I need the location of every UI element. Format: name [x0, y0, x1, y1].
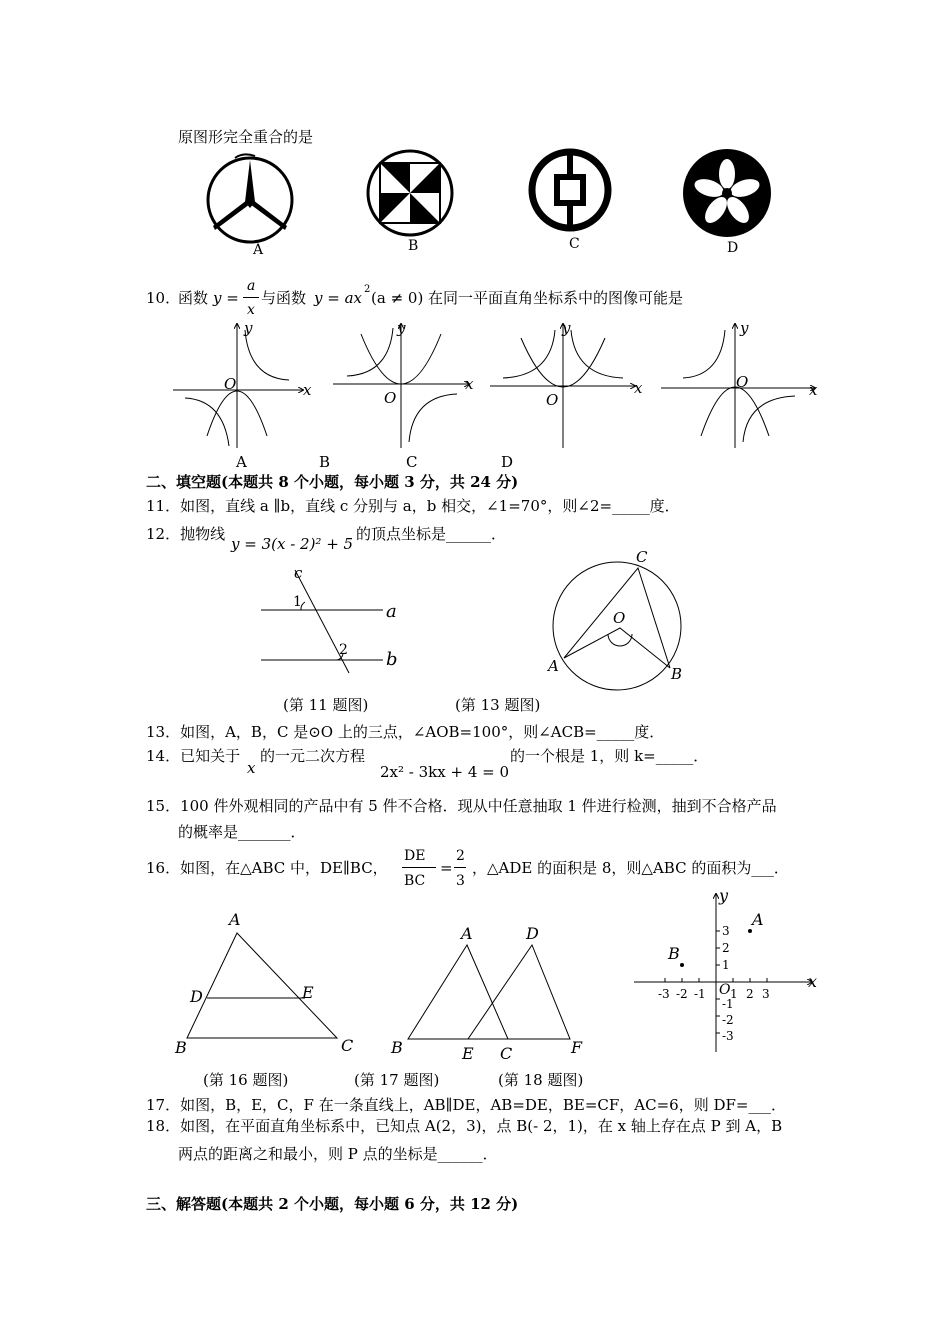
q12-formula: y = 3(x - 2)² + 5 — [231, 535, 354, 553]
q10b-x-label: x — [465, 375, 474, 393]
q12-pre: 12．抛物线 — [146, 525, 226, 543]
q13-text: 13．如图，A，B，C 是⊙O 上的三点，∠AOB=100°，则∠ACB=_____度． — [146, 723, 665, 741]
fig17-caption: (第 17 题图) — [354, 1071, 440, 1089]
fig18-xtick-3: 3 — [762, 987, 770, 1001]
q10b-y-label: y — [397, 319, 406, 337]
q15-line1: 15．100 件外观相同的产品中有 5 件不合格．现从中任意抽取 1 件进行检测，抽到不合格产品 — [146, 797, 777, 815]
fig18-x-label: x — [808, 972, 818, 991]
q10-graphs — [165, 318, 825, 450]
q14-x: x — [247, 759, 256, 777]
q10a-y-label: y — [244, 319, 253, 337]
q15-line2: 的概率是_______． — [178, 823, 306, 841]
q10-pre: 函数 — [178, 289, 209, 307]
q12-post: 的顶点坐标是______． — [356, 525, 507, 543]
fig18-ytick-neg1: -1 — [722, 997, 734, 1011]
q9-figures — [195, 148, 775, 260]
fig18-xtick-neg1: -1 — [694, 987, 706, 1001]
q16-frac-bar — [402, 867, 436, 868]
q10-cond: (a ≠ 0) — [371, 289, 424, 307]
fig18-point-a-label: A — [752, 910, 764, 929]
fig16-diagram — [185, 930, 345, 1042]
q9-option-a-figure — [208, 154, 292, 242]
q10b-origin-label: O — [384, 389, 397, 407]
q10-sup: 2 — [364, 284, 371, 295]
q10-label-d: D — [501, 453, 514, 471]
q11-text: 11．如图，直线 a ∥b，直线 c 分别与 a，b 相交，∠1=70°，则∠2=_____度． — [146, 497, 680, 515]
fig18-xtick-1: 1 — [730, 987, 738, 1001]
q10-label-c: C — [406, 453, 418, 471]
q17-text: 17．如图，B，E，C，F 在一条直线上，AB∥DE，AB=DE，BE=CF，AC=6，则 DF=___． — [146, 1096, 786, 1114]
q10-mid: 与函数 — [261, 289, 307, 307]
q10d-x-label: x — [809, 381, 818, 399]
q18-line2: 两点的距离之和最小，则 P 点的坐标是______． — [178, 1145, 498, 1163]
fig18-xtick-neg2: -2 — [676, 987, 688, 1001]
fig18-ytick-neg2: -2 — [722, 1013, 734, 1027]
fig11-angle-1: 1 — [293, 594, 302, 610]
q10c-x-label: x — [634, 379, 643, 397]
fig17-diagram — [405, 942, 575, 1042]
q14-pre: 14．已知关于 — [146, 747, 241, 765]
q16-pre: 16．如图，在△ABC 中，DE∥BC， — [146, 859, 388, 877]
q10c-y-label: y — [562, 319, 571, 337]
fig18-caption: (第 18 题图) — [498, 1071, 584, 1089]
fig11-label-b: b — [386, 649, 398, 670]
fig16-label-e: E — [302, 983, 314, 1002]
fig17-label-a: A — [461, 924, 473, 943]
fig17-label-c: C — [500, 1044, 513, 1063]
q16-ratio-bar — [454, 867, 466, 868]
fig16-caption: (第 16 题图) — [203, 1071, 289, 1089]
fig13-label-b: B — [671, 665, 683, 683]
fig16-label-b: B — [175, 1038, 187, 1057]
fig18-ytick-3: 3 — [722, 924, 730, 938]
q9-option-c-figure — [532, 152, 608, 228]
q16-post: ，△ADE 的面积是 8，则△ABC 的面积为___． — [472, 859, 789, 877]
q10-post: 在同一平面直角坐标系中的图像可能是 — [428, 289, 684, 307]
fig18-xtick-2: 2 — [746, 987, 754, 1001]
fig17-label-b: B — [391, 1038, 403, 1057]
q9-tail-text: 原图形完全重合的是 — [178, 128, 314, 146]
fig18-ytick-1: 1 — [722, 958, 730, 972]
fig16-label-a: A — [229, 910, 241, 929]
fig11-label-c: c — [294, 564, 303, 582]
fig13-label-a: A — [548, 657, 559, 675]
fig18-y-label: y — [719, 886, 729, 905]
q14-mid: 的一元二次方程 — [260, 747, 366, 765]
fig11-label-a: a — [386, 601, 397, 622]
q10a-x-label: x — [303, 381, 312, 399]
fig11-caption: (第 11 题图) — [283, 696, 369, 714]
fig18-xtick-neg3: -3 — [658, 987, 670, 1001]
q9-label-b: B — [408, 238, 419, 254]
q10c-origin-label: O — [546, 391, 559, 409]
q9-label-a: A — [253, 242, 264, 258]
fig18-origin-label: O — [719, 982, 731, 998]
q9-option-d-figure — [683, 149, 771, 237]
fig17-label-f: F — [571, 1038, 583, 1057]
q9-label-d: D — [727, 240, 739, 256]
q18-line1: 18．如图，在平面直角坐标系中，已知点 A(2，3)，点 B(- 2，1)，在 x 轴上存在点 P 到 A，B — [146, 1117, 783, 1135]
q9-label-c: C — [569, 236, 580, 252]
fig11-diagram — [255, 565, 395, 675]
fig17-label-d: D — [526, 924, 539, 943]
q16-ratio-den: 3 — [456, 873, 465, 889]
fig16-label-d: D — [190, 987, 203, 1006]
fig18-ytick-neg3: -3 — [722, 1029, 734, 1043]
q10-graph-a — [173, 324, 303, 448]
q10d-y-label: y — [740, 319, 749, 337]
q10a-origin-label: O — [224, 375, 237, 393]
fig16-label-c: C — [341, 1036, 354, 1055]
q10-graph-b — [333, 324, 469, 448]
q10d-origin-label: O — [736, 373, 749, 391]
q16-frac-num: DE — [404, 848, 426, 864]
q14-equation: 2x² - 3kx + 4 = 0 — [380, 763, 510, 781]
q16-frac-den: BC — [404, 873, 426, 889]
q10-label-a: A — [236, 453, 247, 471]
q10-y2: y = ax — [314, 289, 362, 307]
section-3-heading: 三、解答题(本题共 2 个小题，每小题 6 分，共 12 分) — [146, 1195, 519, 1213]
q10-frac-bar — [243, 297, 259, 298]
q10-label-b: B — [319, 453, 331, 471]
fig18-ytick-2: 2 — [722, 941, 730, 955]
fig13-caption: (第 13 题图) — [455, 696, 541, 714]
q16-ratio-num: 2 — [456, 848, 465, 864]
fig18-point-b-label: B — [668, 944, 680, 963]
fig13-label-o: O — [613, 609, 626, 627]
q10-y1: y = — [213, 289, 239, 307]
q9-option-b-figure — [368, 151, 452, 235]
q14-post: 的一个根是 1，则 k=_____． — [510, 747, 709, 765]
q10-frac-num: a — [247, 278, 256, 294]
section-2-heading: 二、填空题(本题共 8 个小题，每小题 3 分，共 24 分) — [146, 473, 519, 491]
q10-number: 10． — [146, 289, 181, 307]
q10-graph-c — [490, 324, 635, 448]
fig13-label-c: C — [636, 548, 648, 566]
fig17-label-e: E — [462, 1044, 474, 1063]
q10-frac-den: x — [247, 302, 255, 318]
fig11-angle-2: 2 — [339, 642, 348, 658]
q16-equals: = — [440, 859, 453, 877]
